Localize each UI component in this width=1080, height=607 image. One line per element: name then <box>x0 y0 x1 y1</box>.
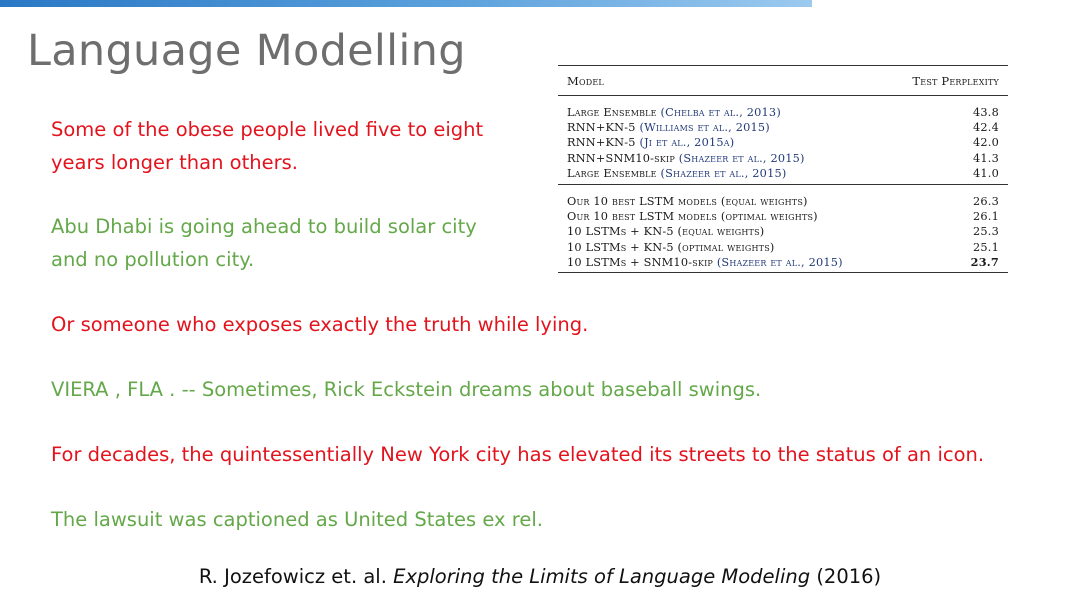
table-header <box>558 66 1008 95</box>
perplexity-value: 41.0 <box>973 166 999 180</box>
sample-sentence-4: VIERA , FLA . -- Sometimes, Rick Eckstein dreams about baseball swings. <box>51 378 762 401</box>
model-label: Large Ensemble <box>567 106 661 119</box>
model-citation: (Shazeer et al., 2015) <box>660 166 787 180</box>
baseline-models-group <box>558 96 1008 184</box>
citation <box>0 565 1080 588</box>
model-name <box>567 120 770 135</box>
model-label: 10 LSTMs + KN-5 (optimal weights) <box>567 240 775 254</box>
perplexity-value: 43.8 <box>973 106 999 119</box>
model-name <box>567 151 805 166</box>
model-label: RNN+SNM10-skip <box>567 151 679 165</box>
perplexity-table <box>558 65 1008 273</box>
model-citation: (Chelba et al., 2013) <box>660 106 781 119</box>
table-row <box>558 151 1008 166</box>
model-citation: (Williams et al., 2015) <box>639 121 770 135</box>
sample-sentence-2: Abu Dhabi is going ahead to build solar city and no pollution city. <box>51 215 477 271</box>
sample-sentence-1: Some of the obese people lived five to eight years longer than others. <box>51 118 484 174</box>
model-label: 10 LSTMs + KN-5 (equal weights) <box>567 225 765 239</box>
model-name <box>567 194 808 209</box>
model-name <box>567 135 734 150</box>
sample-sentence-6: The lawsuit was captioned as United States ex rel. <box>51 508 543 531</box>
model-label: Our 10 best LSTM models (optimal weights) <box>567 210 818 224</box>
perplexity-value: 26.1 <box>973 210 999 224</box>
perplexity-value: 25.1 <box>973 240 999 254</box>
sample-sentence-3: Or someone who exposes exactly the truth while lying. <box>51 313 589 336</box>
column-header-model: Model <box>567 74 604 88</box>
table-bottom-rule <box>558 272 1008 273</box>
perplexity-value: 26.3 <box>973 194 999 208</box>
model-name <box>567 209 818 224</box>
sample-sentence-5: For decades, the quintessentially New York city has elevated its streets to the status of an icon. <box>51 443 985 466</box>
table-row <box>558 255 1008 270</box>
table-row <box>558 135 1008 150</box>
model-name <box>567 224 764 239</box>
table-row <box>558 105 1008 120</box>
perplexity-value: 42.0 <box>973 136 999 150</box>
table-row <box>558 120 1008 135</box>
perplexity-value: 42.4 <box>973 121 999 135</box>
citation-paper-title: Exploring the Limits of Language Modeling <box>393 565 811 588</box>
table-row <box>558 209 1008 224</box>
model-name <box>567 166 786 181</box>
citation-year: (2016) <box>816 565 882 588</box>
table-row <box>558 224 1008 239</box>
model-citation: (Ji et al., 2015a) <box>639 136 735 150</box>
perplexity-value: 41.3 <box>973 151 999 165</box>
slide-title: Language Modelling <box>27 26 466 76</box>
model-name <box>567 255 843 270</box>
model-citation: (Shazeer et al., 2015) <box>678 151 805 165</box>
table-row <box>558 194 1008 209</box>
model-name <box>567 105 781 120</box>
table-row <box>558 166 1008 181</box>
model-label: Large Ensemble <box>567 166 661 180</box>
model-name <box>567 240 775 255</box>
lstm-models-group <box>558 185 1008 272</box>
model-label: RNN+KN-5 <box>567 136 640 150</box>
table-row <box>558 240 1008 255</box>
column-header-perplexity: Test Perplexity <box>912 74 999 88</box>
model-label: Our 10 best LSTM models (equal weights) <box>567 194 808 208</box>
perplexity-value: 23.7 <box>970 254 999 269</box>
citation-authors: R. Jozefowicz et. al. <box>198 565 387 588</box>
accent-bar <box>0 0 812 7</box>
model-citation: (Shazeer et al., 2015) <box>716 255 843 269</box>
model-label: 10 LSTMs + SNM10-skip <box>567 255 717 269</box>
perplexity-value: 25.3 <box>973 225 999 239</box>
model-label: RNN+KN-5 <box>567 121 640 135</box>
